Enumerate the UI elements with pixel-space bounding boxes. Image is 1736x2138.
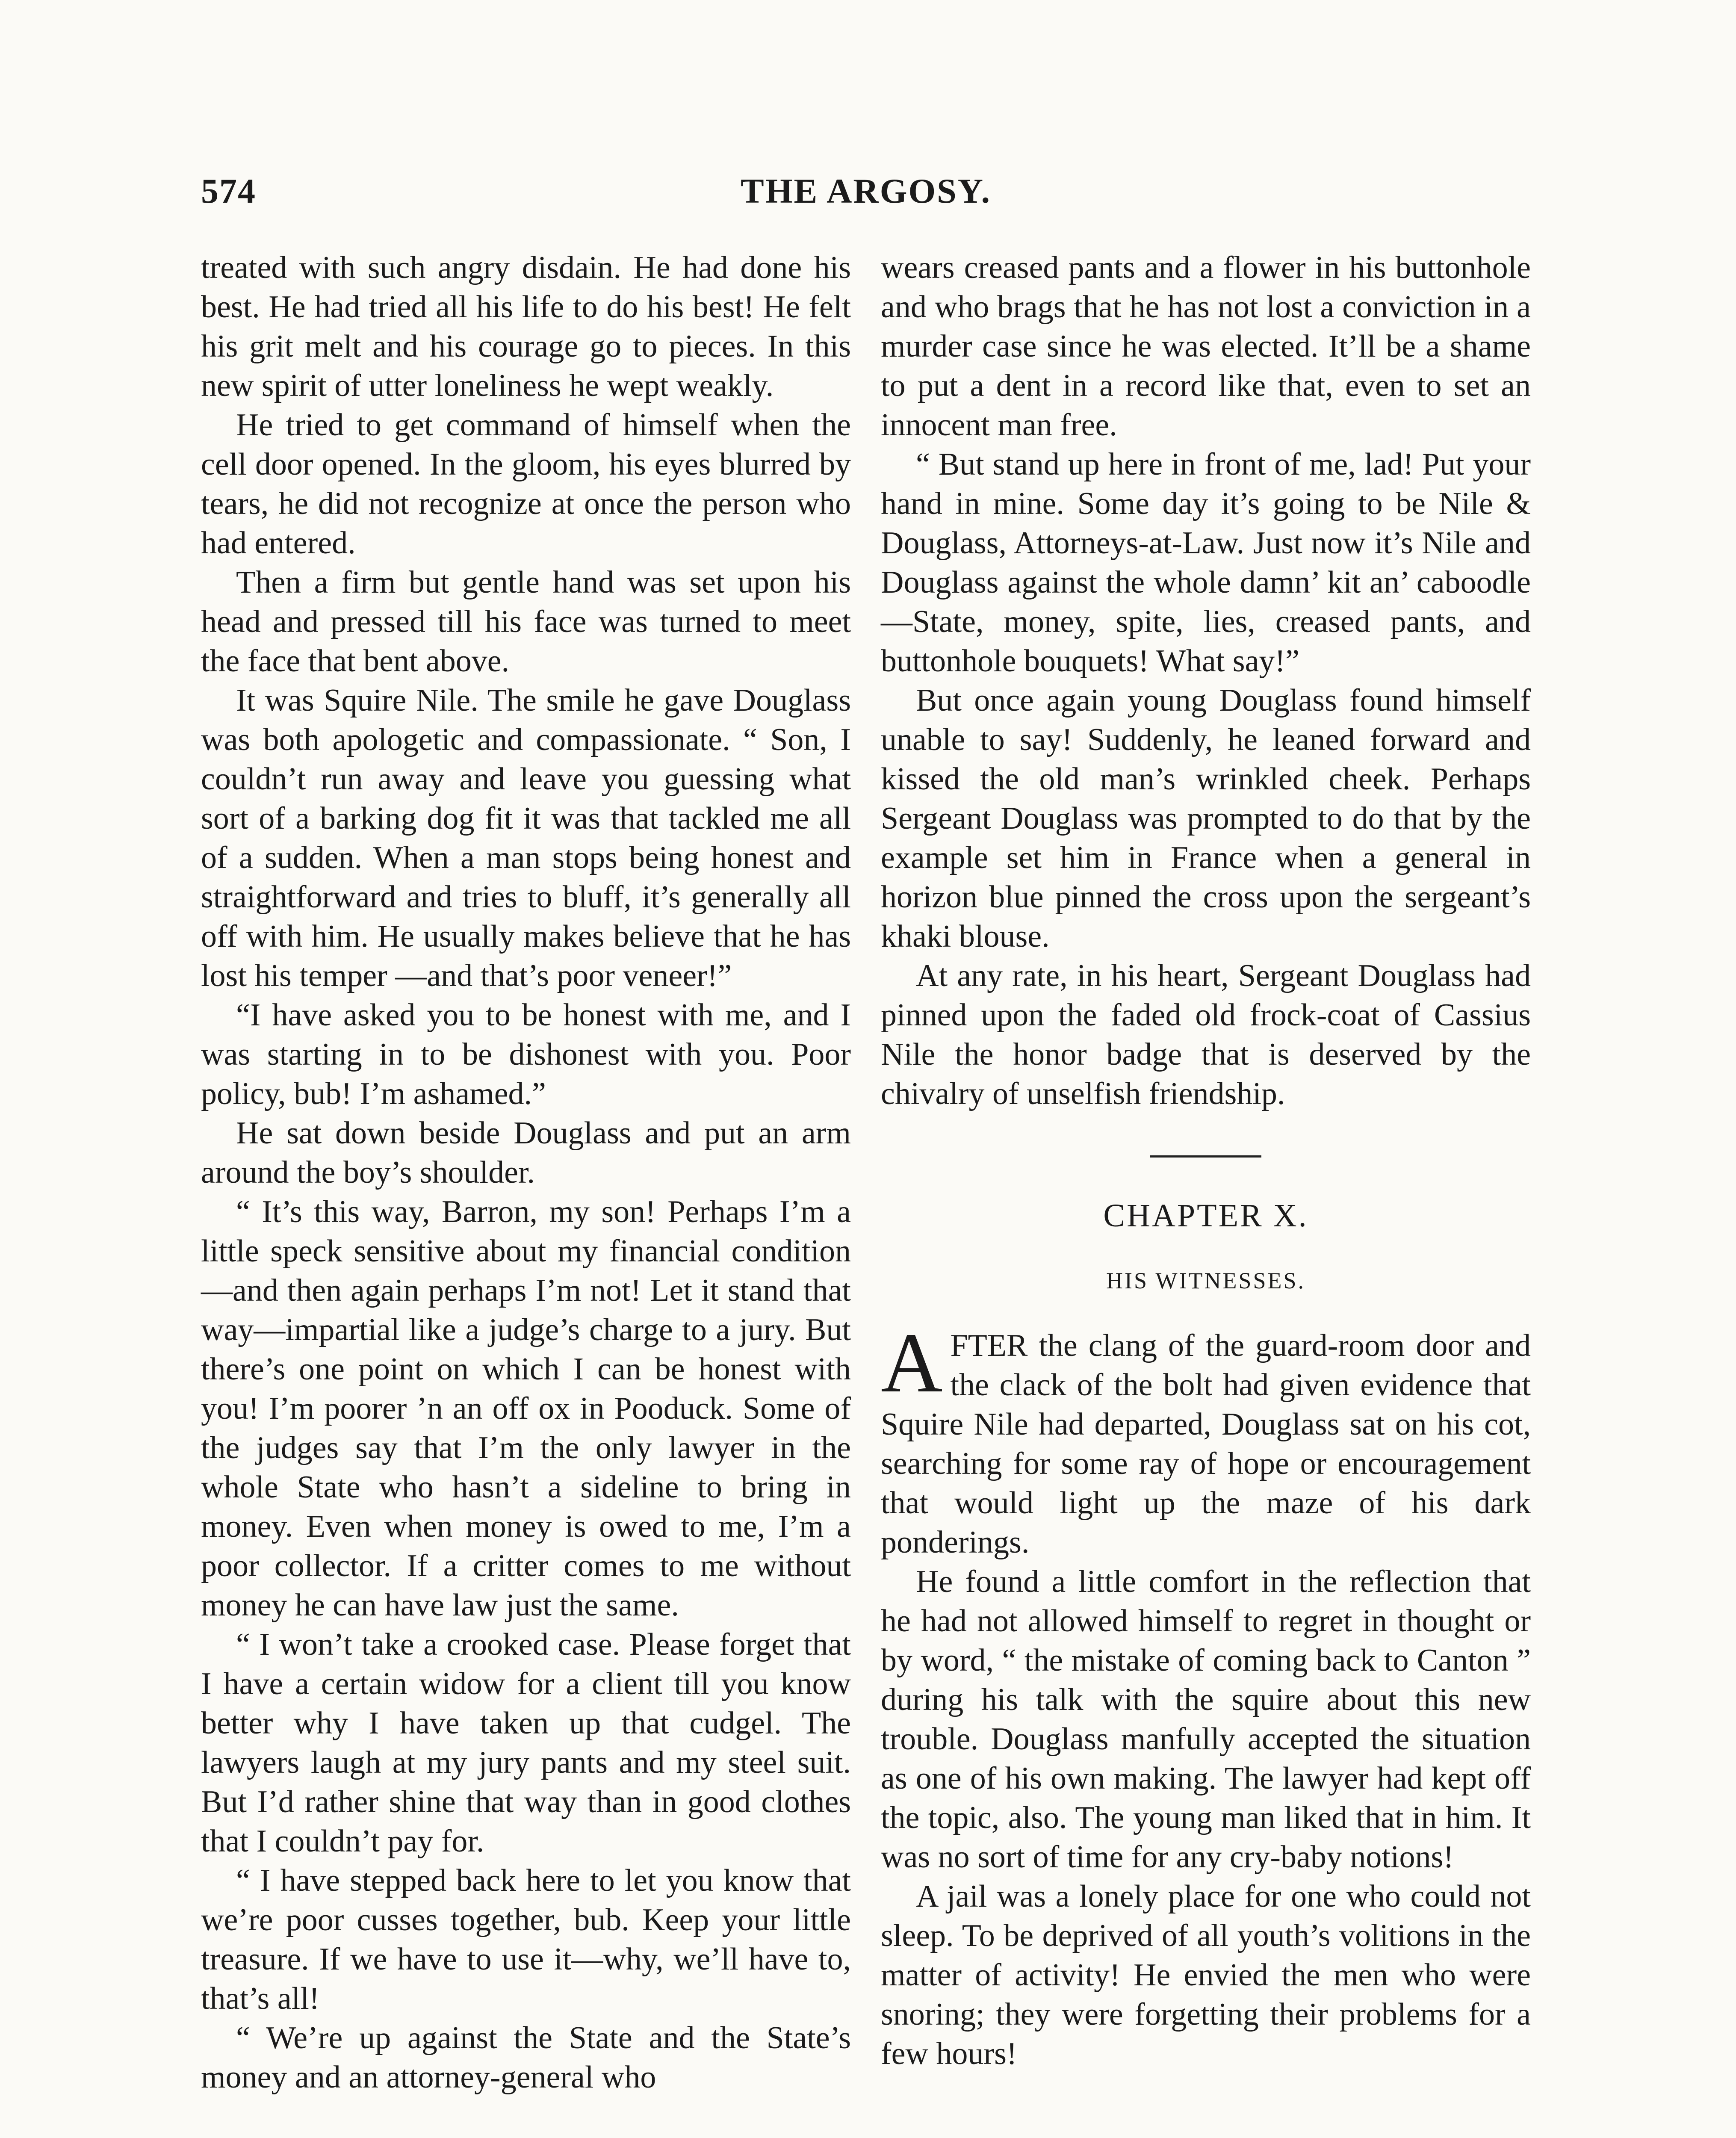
- chapter-subtitle: HIS WITNESSES.: [1106, 1268, 1306, 1293]
- chapter-heading: CHAPTER X.: [1103, 1198, 1308, 1234]
- paragraph: “ We’re up against the State and the State’s money and an attorney-general who: [201, 2020, 851, 2095]
- paragraph: It was Squire Nile. The smile he gave Douglass was both apologetic and compassionate. “ Son, I couldn’t run away and leave you guessing what sort of a barking dog fit it was that tackled me all of a sudden. When a man stops being honest and straightforward and tries to bluff, it’s generally all off with him. He usually makes believe that he has lost his temper —and that’s poor veneer!”: [201, 683, 851, 993]
- chapter-first-paragraph: [881, 1316, 1531, 1562]
- page-number: 574: [201, 171, 256, 210]
- paragraph: “ It’s this way, Barron, my son! Perhaps I’m a little speck sensitive about my financial condition—and then again perhaps I’m not! Let it stand that way—impartial like a judge’s charge to a jury. But there’s one point on which I can be honest with you! I’m poorer ’n an off ox in Pooduck. Some of the judges say that I’m the only lawyer in the whole State who hasn’t a sideline to bring in money. Even when money is owed to me, I’m a poor collector. If a critter comes to me without money he can have law just the same.: [201, 1194, 851, 1623]
- paragraph: “ But stand up here in front of me, lad! Put your hand in mine. Some day it’s going to be Nile & Douglass, Attorneys-at-Law. Just now it’s Nile and Douglass against the whole damn’ kit an’ caboodle—State, money, spite, lies, creased pants, and buttonhole bouquets! What say!”: [881, 447, 1531, 679]
- first-paragraph-text: FTER the clang of the guard-room door and the clack of the bolt had given evidence that Squire Nile had departed, Douglass sat on his cot, searching for some ray of hope or encouragement that would light up the maze of his dark ponderings.: [881, 1328, 1531, 1560]
- paragraph: But once again young Douglass found himself unable to say! Suddenly, he leaned forward and kissed the old man’s wrinkled cheek. Perhaps Sergeant Douglass was prompted to do that by the example set him in France when a general in horizon blue pinned the cross upon the sergeant’s khaki blouse.: [881, 683, 1531, 954]
- paragraph: “ I won’t take a crooked case. Please forget that I have a certain widow for a client till you know better why I have taken up that cudgel. The lawyers laugh at my jury pants and my steel suit. But I’d rather shine that way than in good clothes that I couldn’t pay for.: [201, 1627, 851, 1859]
- paragraph: “ I have stepped back here to let you know that we’re poor cusses together, bub. Keep your little treasure. If we have to use it—why, we’ll have to, that’s all!: [201, 1863, 851, 2016]
- left-column: [201, 248, 851, 2097]
- paragraph: He tried to get command of himself when the cell door opened. In the gloom, his eyes blurred by tears, he did not recognize at once the person who had entered.: [201, 408, 851, 561]
- paragraph: treated with such angry disdain. He had done his best. He had tried all his life to do his best! He felt his grit melt and his courage go to pieces. In this new spirit of utter loneliness he wept weakly.: [201, 250, 851, 403]
- drop-cap: A: [881, 1316, 943, 1410]
- right-column: [881, 248, 1531, 2073]
- paragraph: A jail was a lonely place for one who could not sleep. To be deprived of all youth’s volitions in the matter of activity! He envied the men who were snoring; they were forgetting their problems for a few hours!: [881, 1879, 1531, 2071]
- paragraph: He sat down beside Douglass and put an arm around the boy’s shoulder.: [201, 1116, 851, 1190]
- paragraph: Then a firm but gentle hand was set upon his head and pressed till his face was turned to meet the face that bent above.: [201, 565, 851, 679]
- paragraph: wears creased pants and a flower in his buttonhole and who brags that he has not lost a conviction in a murder case since he was elected. It’ll be a shame to put a dent in a record like that, even to set an innocent man free.: [881, 250, 1531, 443]
- paragraph: At any rate, in his heart, Sergeant Douglass had pinned upon the faded old frock-coat of Cassius Nile the honor badge that is deserved by the chivalry of unselfish friendship.: [881, 958, 1531, 1111]
- paragraph: He found a little comfort in the reflection that he had not allowed himself to regret in thought or by word, “ the mistake of coming back to Canton ” during his talk with the squire about this new trouble. Douglass manfully accepted the situation as one of his own making. The lawyer had kept off the topic, also. The young man liked that in him. It was no sort of time for any cry-baby notions!: [881, 1564, 1531, 1875]
- running-title: THE ARGOSY.: [741, 171, 991, 210]
- page-header: [201, 171, 1531, 222]
- paragraph: “I have asked you to be honest with me, and I was starting in to be dishonest with you. Poor policy, bub! I’m ashamed.”: [201, 998, 851, 1111]
- section-divider: [1150, 1155, 1261, 1158]
